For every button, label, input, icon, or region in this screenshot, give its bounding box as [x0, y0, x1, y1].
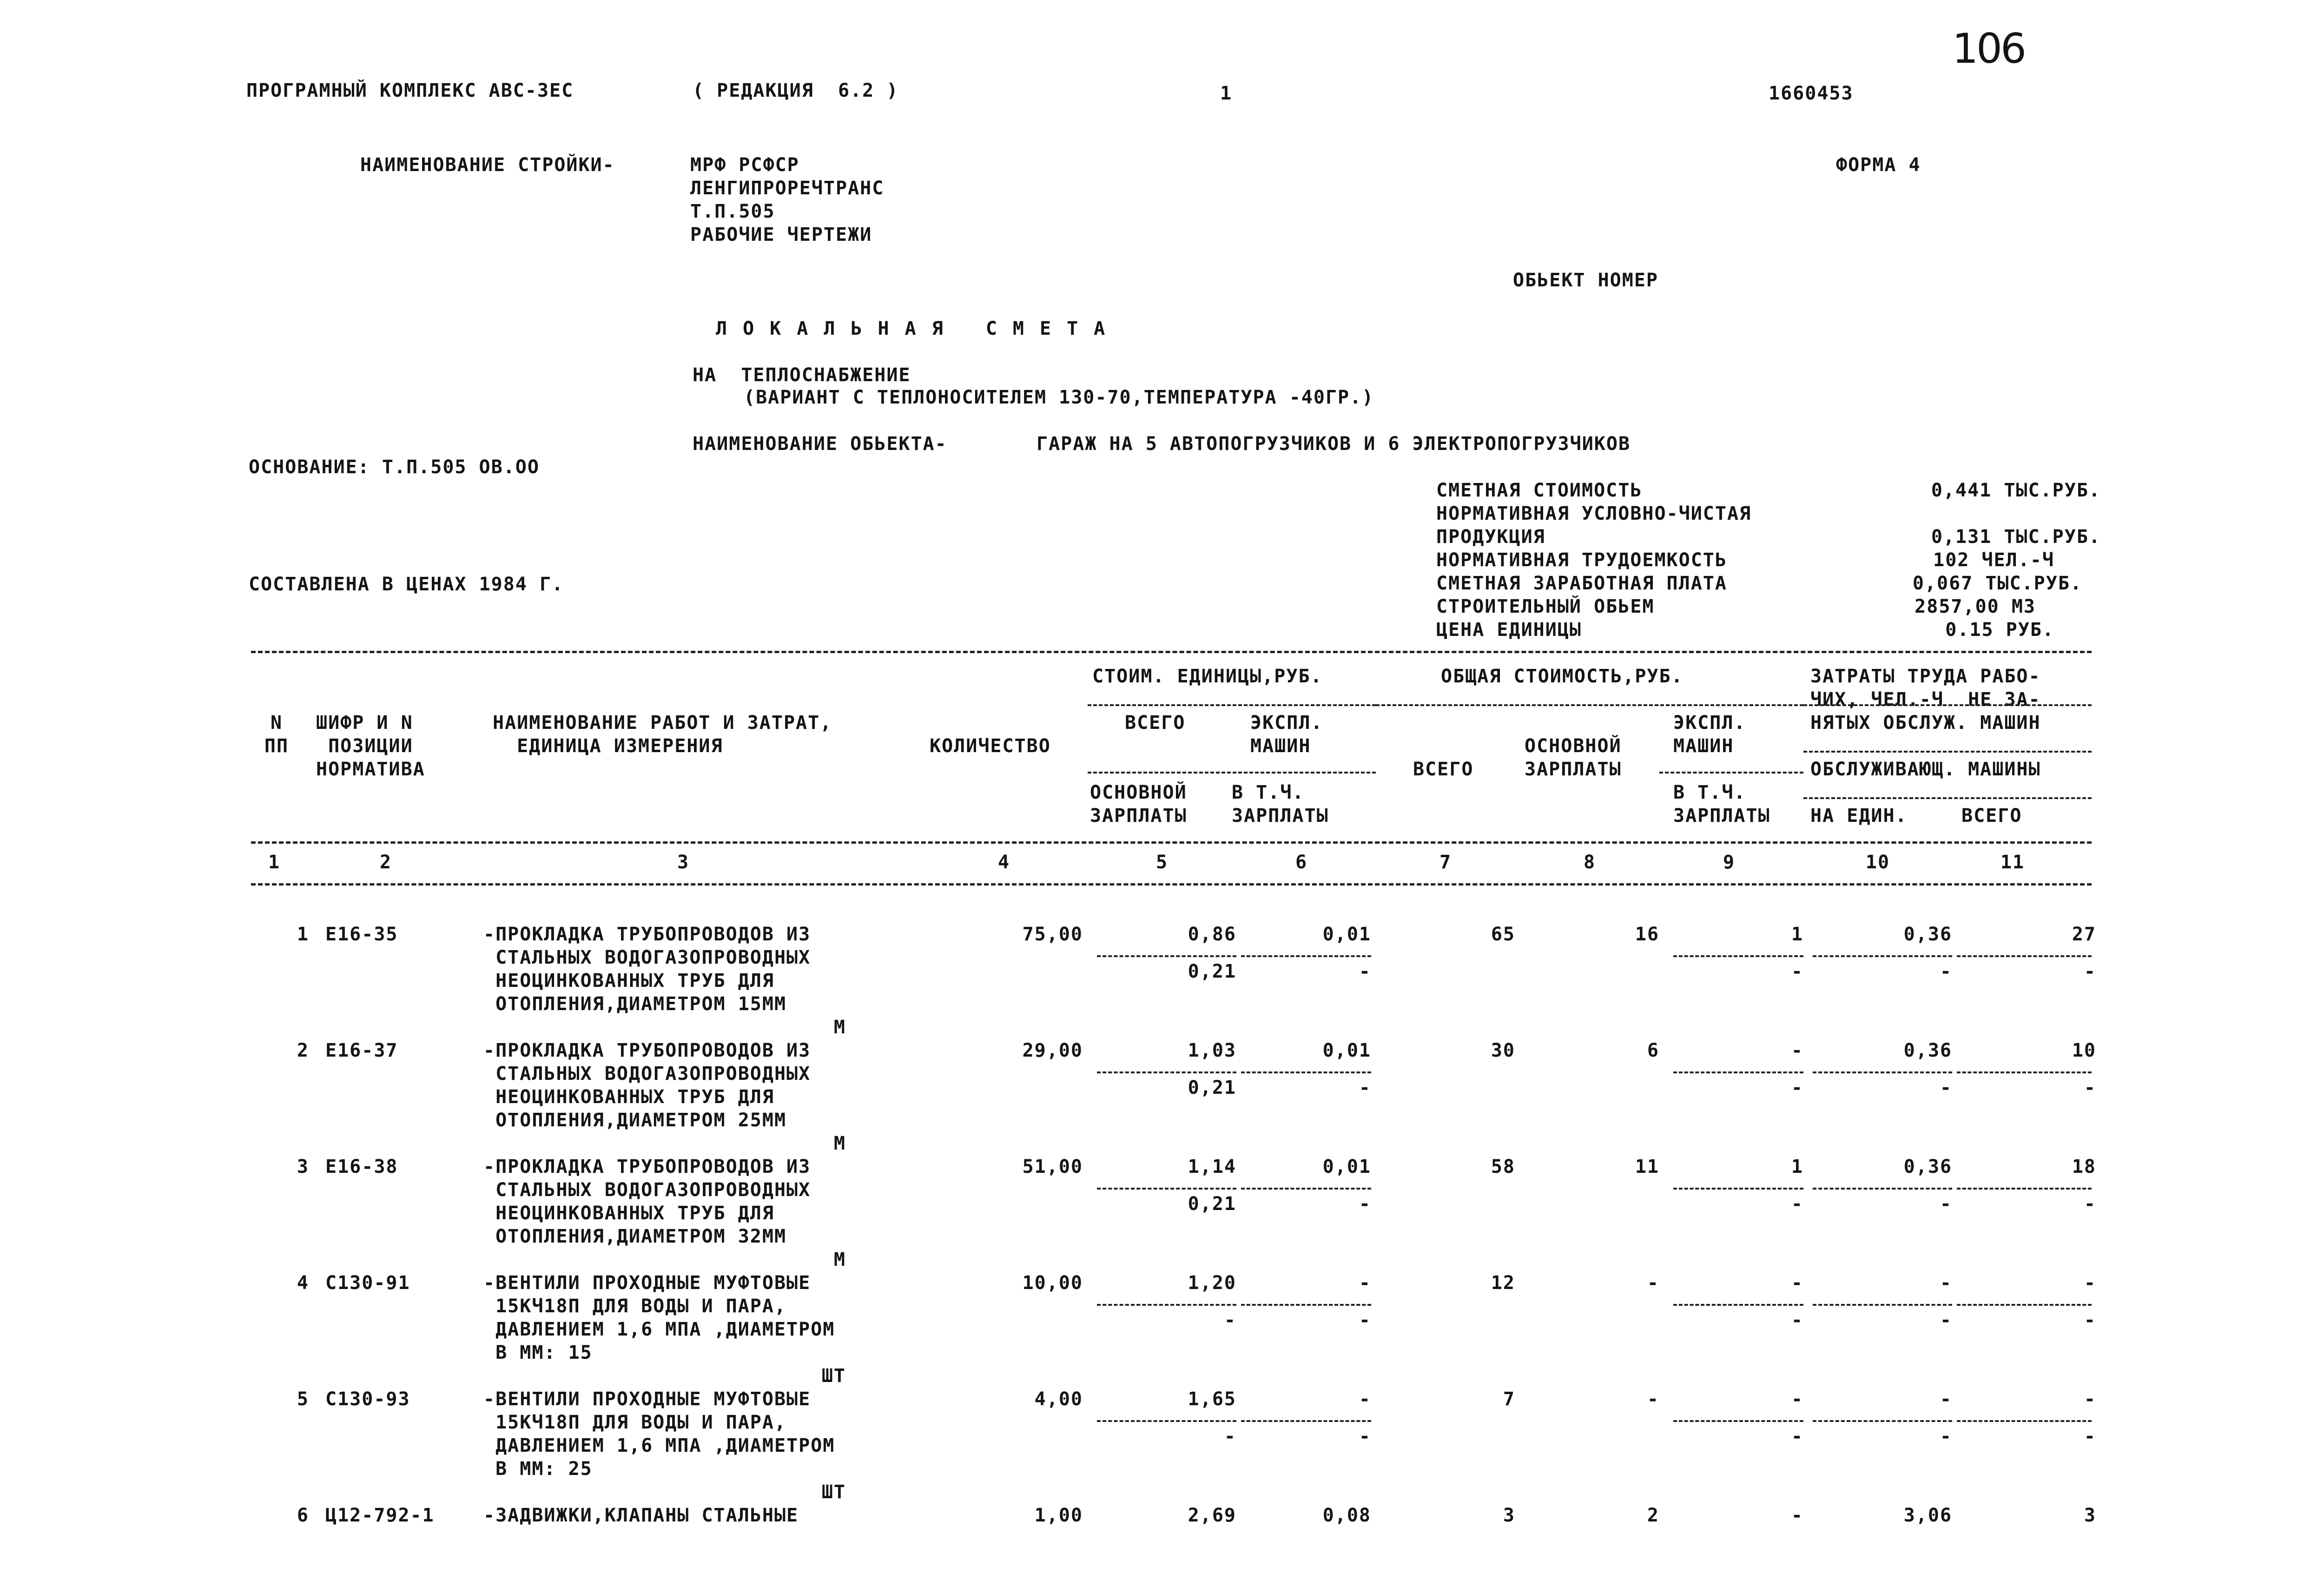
table-top-rule: [251, 651, 2092, 653]
col-header-labor-unit: НА ЕДИН.: [1810, 805, 1908, 827]
row-name: -ПРОКЛАДКА ТРУБОПРОВОДОВ ИЗ СТАЛЬНЫХ ВОДОГАЗОПРОВОДНЫХ НЕОЦИНКОВАННЫХ ТРУБ ДЛЯ ОТОПЛЕНИЯ,ДИАМЕТРОМ 32ММ: [483, 1156, 811, 1247]
col-header-n: N ПП: [264, 712, 289, 757]
cell-rule: [1813, 955, 1952, 957]
header-rule: [1803, 751, 2092, 753]
total-mach: -: [1791, 1505, 1803, 1526]
col-number: 5: [1155, 852, 1169, 873]
summary-value: 0.15 РУБ.: [1945, 619, 2054, 641]
unit-mach: 0,01: [1322, 1156, 1371, 1177]
unit-total: 0,86: [1188, 924, 1236, 945]
total-salary: 11: [1635, 1156, 1659, 1177]
price-level: СОСТАВЛЕНА В ЦЕНАХ 1984 Г.: [249, 574, 564, 595]
row-name: -ЗАДВИЖКИ,КЛАПАНЫ СТАЛЬНЫЕ: [483, 1505, 799, 1526]
object-label: НАИМЕНОВАНИЕ ОБЬЕКТА-: [693, 433, 947, 455]
summary-value: 0,441 ТЫС.РУБ.: [1931, 480, 2101, 501]
estimate-title: ЛОКАЛЬНАЯ СМЕТА: [716, 318, 1121, 339]
labor-unit: 3,06: [1903, 1505, 1952, 1526]
header-rule: [1088, 704, 1376, 706]
col-header-labor: ЗАТРАТЫ ТРУДА РАБО- ЧИХ, ЧЕЛ.-Ч НЕ ЗА- НЯТЫХ ОБСЛУЖ. МАШИН: [1810, 666, 2041, 734]
row-number: 4: [297, 1272, 309, 1294]
labor-total-sub: -: [2084, 961, 2096, 982]
total-all: 3: [1503, 1505, 1515, 1526]
cell-rule: [1813, 1420, 1952, 1422]
row-name: -ВЕНТИЛИ ПРОХОДНЫЕ МУФТОВЫЕ 15КЧ18П ДЛЯ ВОДЫ И ПАРА, ДАВЛЕНИЕМ 1,6 МПА ,ДИАМЕТРОМ В ММ: 25: [483, 1389, 835, 1480]
labor-total: -: [2084, 1272, 2096, 1294]
row-name: -ВЕНТИЛИ ПРОХОДНЫЕ МУФТОВЫЕ 15КЧ18П ДЛЯ ВОДЫ И ПАРА, ДАВЛЕНИЕМ 1,6 МПА ,ДИАМЕТРОМ В ММ: 15: [483, 1272, 835, 1363]
cell-rule: [1241, 955, 1371, 957]
total-mach: -: [1791, 1040, 1803, 1061]
cell-rule: [1813, 1071, 1952, 1073]
labor-total: 3: [2084, 1505, 2096, 1526]
unit-mach-salary: -: [1359, 1309, 1371, 1331]
row-name: -ПРОКЛАДКА ТРУБОПРОВОДОВ ИЗ СТАЛЬНЫХ ВОДОГАЗОПРОВОДНЫХ НЕОЦИНКОВАННЫХ ТРУБ ДЛЯ ОТОПЛЕНИЯ,ДИАМЕТРОМ 15ММ: [483, 924, 811, 1015]
col-header-unit-mach-salary: В Т.Ч. ЗАРПЛАТЫ: [1232, 782, 1329, 827]
labor-unit: 0,36: [1903, 924, 1952, 945]
col-number: 8: [1583, 852, 1596, 873]
project-line-3: Т.П.505: [690, 201, 775, 222]
cell-rule: [1097, 1188, 1236, 1190]
project-line-1: МРФ РСФСР: [690, 154, 799, 176]
summary-value: 0,131 ТЫС.РУБ.: [1931, 526, 2101, 548]
header-rule: [1088, 772, 1376, 774]
cell-rule: [1097, 1304, 1236, 1306]
labor-unit-sub: -: [1940, 1426, 1952, 1447]
col-header-unit-total: ВСЕГО: [1125, 712, 1186, 734]
total-all: 12: [1491, 1272, 1515, 1294]
header-rule: [1659, 772, 1803, 774]
unit-salary: 0,21: [1188, 1077, 1236, 1098]
labor-total-sub: -: [2084, 1193, 2096, 1215]
unit-salary: 0,21: [1188, 961, 1236, 982]
project-line-4: РАБОЧИЕ ЧЕРТЕЖИ: [690, 224, 872, 245]
total-salary: -: [1647, 1389, 1659, 1410]
labor-unit: 0,36: [1903, 1040, 1952, 1061]
cell-rule: [1673, 1188, 1803, 1190]
labor-total-sub: -: [2084, 1309, 2096, 1331]
total-all: 30: [1491, 1040, 1515, 1061]
labor-total: 18: [2072, 1156, 2096, 1177]
cell-rule: [1813, 1304, 1952, 1306]
cell-rule: [1097, 1071, 1236, 1073]
col-number: 2: [379, 852, 392, 873]
labor-total: 10: [2072, 1040, 2096, 1061]
unit-total: 2,69: [1188, 1505, 1236, 1526]
labor-unit: -: [1940, 1272, 1952, 1294]
row-number: 3: [297, 1156, 309, 1177]
total-mach: 1: [1791, 924, 1803, 945]
summary-label: НОРМАТИВНАЯ ТРУДОЕМКОСТЬ: [1436, 549, 1727, 571]
header-rule: [1803, 797, 2092, 799]
unit-mach: -: [1359, 1389, 1371, 1410]
labor-unit: 0,36: [1903, 1156, 1952, 1177]
subject-line-2: (ВАРИАНТ С ТЕПЛОНОСИТЕЛЕМ 130-70,ТЕМПЕРАТУРА -40ГР.): [744, 387, 1374, 408]
row-unit: М: [833, 1017, 846, 1038]
cell-rule: [1097, 955, 1236, 957]
row-code: Е16-35: [325, 924, 398, 945]
subject-line-1: НА ТЕПЛОСНАБЖЕНИЕ: [693, 364, 911, 386]
row-unit: ШТ: [821, 1365, 846, 1387]
col-header-total-salary: ОСНОВНОЙ ЗАРПЛАТЫ: [1525, 735, 1622, 780]
cell-rule: [1957, 1071, 2092, 1073]
row-unit: ШТ: [821, 1481, 846, 1503]
summary-label: ПРОДУКЦИЯ: [1436, 526, 1545, 548]
row-number: 2: [297, 1040, 309, 1061]
summary-label: ЦЕНА ЕДИНИЦЫ: [1436, 619, 1582, 641]
row-number: 5: [297, 1389, 309, 1410]
unit-salary: -: [1224, 1426, 1236, 1447]
col-header-name: НАИМЕНОВАНИЕ РАБОТ И ЗАТРАТ, ЕДИНИЦА ИЗМЕРЕНИЯ: [493, 712, 832, 757]
row-qty: 29,00: [1022, 1040, 1083, 1061]
cell-rule: [1957, 955, 2092, 957]
col-number: 3: [677, 852, 690, 873]
row-qty: 51,00: [1022, 1156, 1083, 1177]
row-number: 6: [297, 1505, 309, 1526]
col-header-labor-total: ВСЕГО: [1961, 805, 2022, 827]
row-qty: 10,00: [1022, 1272, 1083, 1294]
cell-rule: [1097, 1420, 1236, 1422]
total-mach: -: [1791, 1272, 1803, 1294]
form-number: ФОРМА 4: [1836, 154, 1921, 176]
numbers-bottom-rule: [251, 883, 2092, 886]
summary-value: 0,067 ТЫС.РУБ.: [1912, 573, 2082, 594]
total-mach: -: [1791, 1389, 1803, 1410]
total-mach-salary: -: [1791, 1426, 1803, 1447]
col-header-total-mach-salary: В Т.Ч. ЗАРПЛАТЫ: [1673, 782, 1770, 827]
row-qty: 4,00: [1034, 1389, 1083, 1410]
row-name: -ПРОКЛАДКА ТРУБОПРОВОДОВ ИЗ СТАЛЬНЫХ ВОДОГАЗОПРОВОДНЫХ НЕОЦИНКОВАННЫХ ТРУБ ДЛЯ ОТОПЛЕНИЯ,ДИАМЕТРОМ 25ММ: [483, 1040, 811, 1131]
basis: ОСНОВАНИЕ: Т.П.505 ОВ.ОО: [249, 456, 540, 478]
unit-mach-salary: -: [1359, 1077, 1371, 1098]
unit-mach: 0,01: [1322, 924, 1371, 945]
labor-total-sub: -: [2084, 1077, 2096, 1098]
project-line-2: ЛЕНГИПРОРЕЧТРАНС: [690, 178, 885, 199]
col-number: 1: [268, 852, 281, 873]
labor-unit-sub: -: [1940, 961, 1952, 982]
col-header-total-cost: ОБЩАЯ СТОИМОСТЬ,РУБ.: [1441, 666, 1684, 687]
summary-label: СМЕТНАЯ СТОИМОСТЬ: [1436, 480, 1643, 501]
row-code: Ц12-792-1: [325, 1505, 435, 1526]
total-salary: 6: [1647, 1040, 1659, 1061]
summary-label: СМЕТНАЯ ЗАРАБОТНАЯ ПЛАТА: [1436, 573, 1727, 594]
unit-salary: 0,21: [1188, 1193, 1236, 1215]
cell-rule: [1241, 1304, 1371, 1306]
col-header-unit-cost: СТОИМ. ЕДИНИЦЫ,РУБ.: [1092, 666, 1323, 687]
col-number: 7: [1439, 852, 1452, 873]
col-number: 9: [1723, 852, 1736, 873]
cell-rule: [1813, 1188, 1952, 1190]
total-all: 58: [1491, 1156, 1515, 1177]
total-mach-salary: -: [1791, 1077, 1803, 1098]
total-salary: 16: [1635, 924, 1659, 945]
total-mach: 1: [1791, 1156, 1803, 1177]
row-code: Е16-38: [325, 1156, 398, 1177]
cell-rule: [1241, 1188, 1371, 1190]
cell-rule: [1673, 1420, 1803, 1422]
summary-value: 102 ЧЕЛ.-Ч: [1933, 549, 2054, 571]
total-mach-salary: -: [1791, 1309, 1803, 1331]
labor-total-sub: -: [2084, 1426, 2096, 1447]
cell-rule: [1957, 1188, 2092, 1190]
handwritten-page-number: 106: [1952, 25, 2025, 73]
unit-total: 1,65: [1188, 1389, 1236, 1410]
col-number: 10: [1865, 852, 1890, 873]
cell-rule: [1673, 1304, 1803, 1306]
header-rule: [1803, 704, 2092, 706]
unit-total: 1,14: [1188, 1156, 1236, 1177]
row-code: С130-93: [325, 1389, 410, 1410]
labor-unit-sub: -: [1940, 1193, 1952, 1215]
page-number: 1: [1220, 83, 1233, 104]
unit-total: 1,03: [1188, 1040, 1236, 1061]
total-mach-salary: -: [1791, 1193, 1803, 1215]
col-number: 6: [1295, 852, 1308, 873]
labor-total: 27: [2072, 924, 2096, 945]
header-rule: [1376, 704, 1803, 706]
col-number: 4: [997, 852, 1010, 873]
header-bottom-rule: [251, 841, 2092, 844]
col-header-total-mach: ЭКСПЛ. МАШИН: [1673, 712, 1746, 757]
summary-label: НОРМАТИВНАЯ УСЛОВНО-ЧИСТАЯ: [1436, 503, 1752, 524]
document-code: 1660453: [1769, 83, 1854, 104]
col-header-unit-mach: ЭКСПЛ. МАШИН: [1250, 712, 1323, 757]
unit-mach: -: [1359, 1272, 1371, 1294]
row-number: 1: [297, 924, 309, 945]
row-code: С130-91: [325, 1272, 410, 1294]
unit-mach: 0,08: [1322, 1505, 1371, 1526]
unit-mach-salary: -: [1359, 1426, 1371, 1447]
row-unit: М: [833, 1249, 846, 1270]
project-label: НАИМЕНОВАНИЕ СТРОЙКИ-: [360, 154, 615, 176]
cell-rule: [1673, 955, 1803, 957]
summary-value: 2857,00 М3: [1915, 596, 2036, 617]
col-header-labor-sub: ОБСЛУЖИВАЮЩ. МАШИНЫ: [1810, 759, 2041, 780]
labor-total: -: [2084, 1389, 2096, 1410]
total-all: 65: [1491, 924, 1515, 945]
total-salary: 2: [1647, 1505, 1659, 1526]
total-all: 7: [1503, 1389, 1515, 1410]
row-qty: 75,00: [1022, 924, 1083, 945]
object-name: ГАРАЖ НА 5 АВТОПОГРУЗЧИКОВ И 6 ЭЛЕКТРОПОГРУЗЧИКОВ: [1037, 433, 1631, 455]
col-header-unit-salary: ОСНОВНОЙ ЗАРПЛАТЫ: [1090, 782, 1187, 827]
unit-mach-salary: -: [1359, 961, 1371, 982]
col-number: 11: [2000, 852, 2025, 873]
row-unit: М: [833, 1133, 846, 1154]
object-number: ОБЬЕКТ НОМЕР: [1513, 270, 1658, 291]
row-qty: 1,00: [1034, 1505, 1083, 1526]
summary-label: СТРОИТЕЛЬНЫЙ ОБЬЕМ: [1436, 596, 1655, 617]
cell-rule: [1241, 1420, 1371, 1422]
unit-salary: -: [1224, 1309, 1236, 1331]
program-name: ПРОГРАМНЫЙ КОМПЛЕКС АВС-3ЕС: [246, 80, 574, 101]
labor-unit-sub: -: [1940, 1077, 1952, 1098]
unit-total: 1,20: [1188, 1272, 1236, 1294]
col-header-total-all: ВСЕГО: [1413, 759, 1474, 780]
unit-mach-salary: -: [1359, 1193, 1371, 1215]
row-code: Е16-37: [325, 1040, 398, 1061]
col-header-code: ШИФР И N ПОЗИЦИИ НОРМАТИВА: [316, 712, 425, 780]
unit-mach: 0,01: [1322, 1040, 1371, 1061]
cell-rule: [1673, 1071, 1803, 1073]
cell-rule: [1241, 1071, 1371, 1073]
total-salary: -: [1647, 1272, 1659, 1294]
edition: ( РЕДАКЦИЯ 6.2 ): [693, 80, 899, 101]
cell-rule: [1957, 1420, 2092, 1422]
total-mach-salary: -: [1791, 961, 1803, 982]
col-header-qty: КОЛИЧЕСТВО: [930, 735, 1051, 757]
labor-unit-sub: -: [1940, 1309, 1952, 1331]
cell-rule: [1957, 1304, 2092, 1306]
labor-unit: -: [1940, 1389, 1952, 1410]
